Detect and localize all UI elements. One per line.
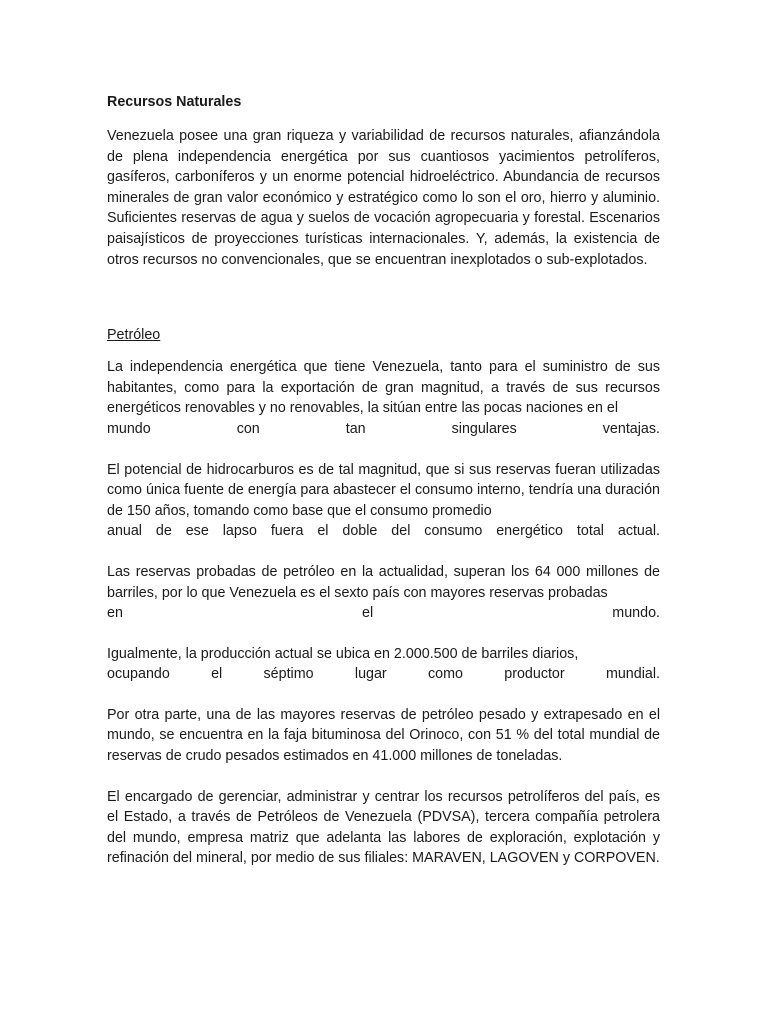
- paragraph-6: El encargado de gerenciar, administrar y centrar los recursos petrolíferos del país, es el Estado, a través de Petróleos de Venezuela (PDVSA), tercera compañía petrolera del mundo, empresa matriz que adelanta las labores de exploración, explotación y refinación del mineral, por medio de sus filiales: MARAVEN, LAGOVEN y CORPOVEN.: [107, 788, 660, 867]
- paragraph-1-tail: mundo con tan singulares ventajas.: [107, 420, 660, 437]
- paragraph-4: [107, 644, 660, 685]
- paragraph-2-body: El potencial de hidrocarburos es de tal magnitud, que si sus reservas fueran utilizadas como única fuente de energía para abastecer el consumo interno, tendría una duración de 150 años, tomando como base que el consumo promedio: [107, 461, 660, 519]
- paragraph-4-body: Igualmente, la producción actual se ubica en 2.000.500 de barriles diarios,: [107, 645, 579, 662]
- document-page: [107, 92, 660, 869]
- paragraph-5: Por otra parte, una de las mayores reservas de petróleo pesado y extrapesado en el mundo, se encuentra en la faja bituminosa del Orinoco, con 51 % del total mundial de reservas de crudo pesados estimados en 41.000 millones de toneladas.: [107, 706, 660, 765]
- paragraph-4-tail: ocupando el séptimo lugar como productor mundial.: [107, 666, 660, 683]
- paragraph-1: [107, 357, 660, 439]
- paragraph-gap: [107, 624, 660, 644]
- paragraph-3: [107, 562, 660, 624]
- intro-paragraph: Venezuela posee una gran riqueza y variabilidad de recursos naturales, afianzándola de plena independencia energética por sus cuantiosos yacimientos petrolíferos, gasíferos, carboníferos y un enorme potencial hidroeléctrico. Abundancia de recursos minerales de gran valor económico y estratégico como lo son el oro, hierro y aluminio. Suficientes reservas de agua y suelos de vocación agropecuaria y forestal. Escenarios paisajísticos de proyecciones turísticas internacionales. Y, además, la existencia de otros recursos no convencionales, que se encuentran inexplotados o sub-explotados.: [107, 128, 660, 268]
- paragraph-3-body: Las reservas probadas de petróleo en la actualidad, superan los 64 000 millones de barriles, por lo que Venezuela es el sexto país con mayores reservas probadas: [107, 563, 660, 601]
- section-spacer: [107, 270, 660, 325]
- paragraph-2: [107, 460, 660, 542]
- paragraph-gap: [107, 767, 660, 787]
- paragraph-3-tail: en el mundo.: [107, 605, 660, 622]
- paragraph-gap: [107, 685, 660, 705]
- document-title: Recursos Naturales: [107, 94, 242, 110]
- paragraph-gap: [107, 542, 660, 562]
- section-heading-petroleo: Petróleo: [107, 327, 161, 344]
- paragraph-2-tail: anual de ese lapso fuera el doble del consumo energético total actual.: [107, 523, 660, 540]
- paragraph-1-body: La independencia energética que tiene Venezuela, tanto para el suministro de sus habitantes, como para la exportación de gran magnitud, a través de sus recursos energéticos renovables y no renovables, la sitúan entre las pocas naciones en el: [107, 359, 660, 417]
- paragraph-gap: [107, 440, 660, 460]
